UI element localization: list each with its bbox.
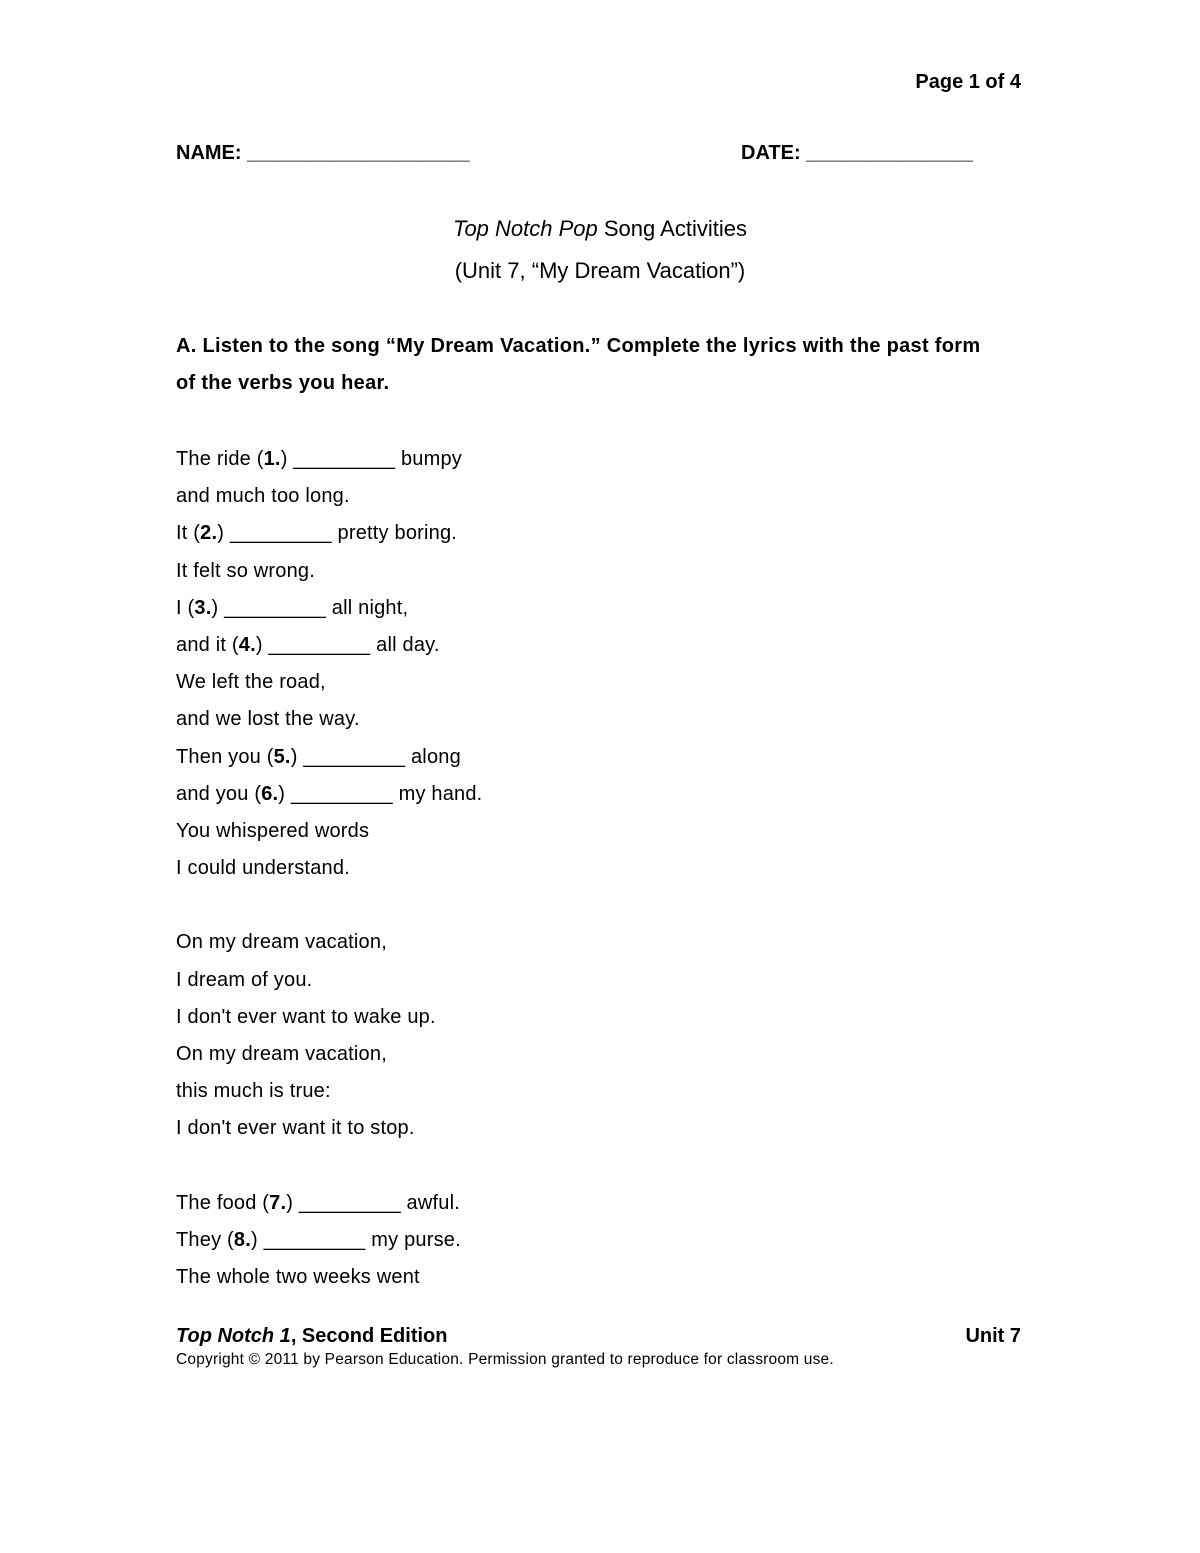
lyric-text: and you (	[176, 782, 262, 805]
blank-number: 6.	[261, 782, 279, 805]
footer-unit: Unit 7	[965, 1325, 1021, 1347]
instructions-line-1: A. Listen to the song “My Dream Vacation.” Complete the lyrics with the past form	[176, 335, 981, 357]
lyric-line: The whole two weeks went	[176, 1266, 420, 1289]
lyric-line: this much is true:	[176, 1080, 331, 1103]
blank-number: 8.	[233, 1228, 251, 1251]
page-subtitle: (Unit 7, “My Dream Vacation”)	[454, 258, 746, 283]
stanza-gap	[176, 1153, 976, 1190]
footer-book-italic: Top Notch 1	[176, 1325, 291, 1347]
lyric-line: On my dream vacation,	[176, 931, 387, 954]
title-rest: Song Activities	[597, 216, 747, 241]
page-number: Page 1 of 4	[915, 71, 1021, 93]
lyric-text: ) _________ pretty boring.	[217, 522, 458, 545]
lyric-text: ) _________ all night,	[211, 596, 409, 619]
lyric-line: I don't ever want it to stop.	[176, 1117, 415, 1140]
lyric-line	[176, 744, 976, 781]
lyric-text: ) _________ my hand.	[278, 782, 483, 805]
lyric-text: It (	[176, 522, 201, 545]
lyric-line: I dream of you.	[176, 968, 313, 991]
lyric-line	[176, 632, 976, 669]
lyric-line: On my dream vacation,	[176, 1043, 387, 1065]
blank-number: 4.	[238, 633, 256, 656]
lyric-line: We left the road,	[176, 671, 326, 694]
lyric-line	[176, 595, 976, 632]
chorus	[176, 929, 976, 1152]
blank-number: 3.	[194, 596, 212, 619]
lyric-text: The ride (	[176, 448, 264, 470]
date-field-label: DATE: _______________	[741, 142, 974, 164]
blank-number: 1.	[263, 448, 281, 470]
lyric-line: It felt so wrong.	[176, 559, 316, 582]
page-title	[0, 216, 1200, 242]
lyric-text: ) _________ my purse.	[250, 1228, 461, 1251]
instructions-line-2: of the verbs you hear.	[176, 372, 390, 394]
lyric-text: ) _________ awful.	[286, 1191, 460, 1214]
lyric-text: ) _________ bumpy	[280, 448, 462, 470]
lyric-text: and it (	[176, 633, 239, 656]
name-field-label: NAME: ____________________	[176, 142, 470, 164]
copyright-notice: Copyright © 2011 by Pearson Education. Permission granted to reproduce for classroom use.	[176, 1351, 834, 1368]
footer-book-title	[176, 1325, 447, 1348]
lyric-line: I don't ever want to wake up.	[176, 1005, 436, 1028]
lyric-text: I (	[176, 596, 195, 619]
lyric-line: and we lost the way.	[176, 708, 360, 731]
lyric-text: The food (	[176, 1191, 270, 1214]
lyric-line	[176, 1190, 976, 1227]
blank-number: 2.	[200, 522, 218, 545]
verse-2	[176, 1190, 976, 1302]
lyric-line: You whispered words	[176, 819, 370, 842]
blank-number: 5.	[273, 745, 291, 768]
lyric-line	[176, 1227, 976, 1264]
verse-1	[176, 446, 976, 892]
lyric-line	[176, 446, 976, 483]
lyric-text: ) _________ all day.	[255, 633, 440, 656]
lyrics	[176, 446, 976, 1301]
lyric-text: ) _________ along	[290, 745, 461, 768]
lyric-line	[176, 781, 976, 818]
lyric-line: I could understand.	[176, 857, 350, 880]
lyric-text: They (	[176, 1228, 234, 1251]
stanza-gap	[176, 892, 976, 929]
lyric-line	[176, 520, 976, 557]
lyric-line: and much too long.	[176, 485, 350, 508]
footer-book-rest: , Second Edition	[290, 1325, 448, 1347]
title-italic: Top Notch Pop	[453, 216, 598, 241]
lyric-text: Then you (	[176, 745, 274, 768]
blank-number: 7.	[269, 1191, 287, 1214]
